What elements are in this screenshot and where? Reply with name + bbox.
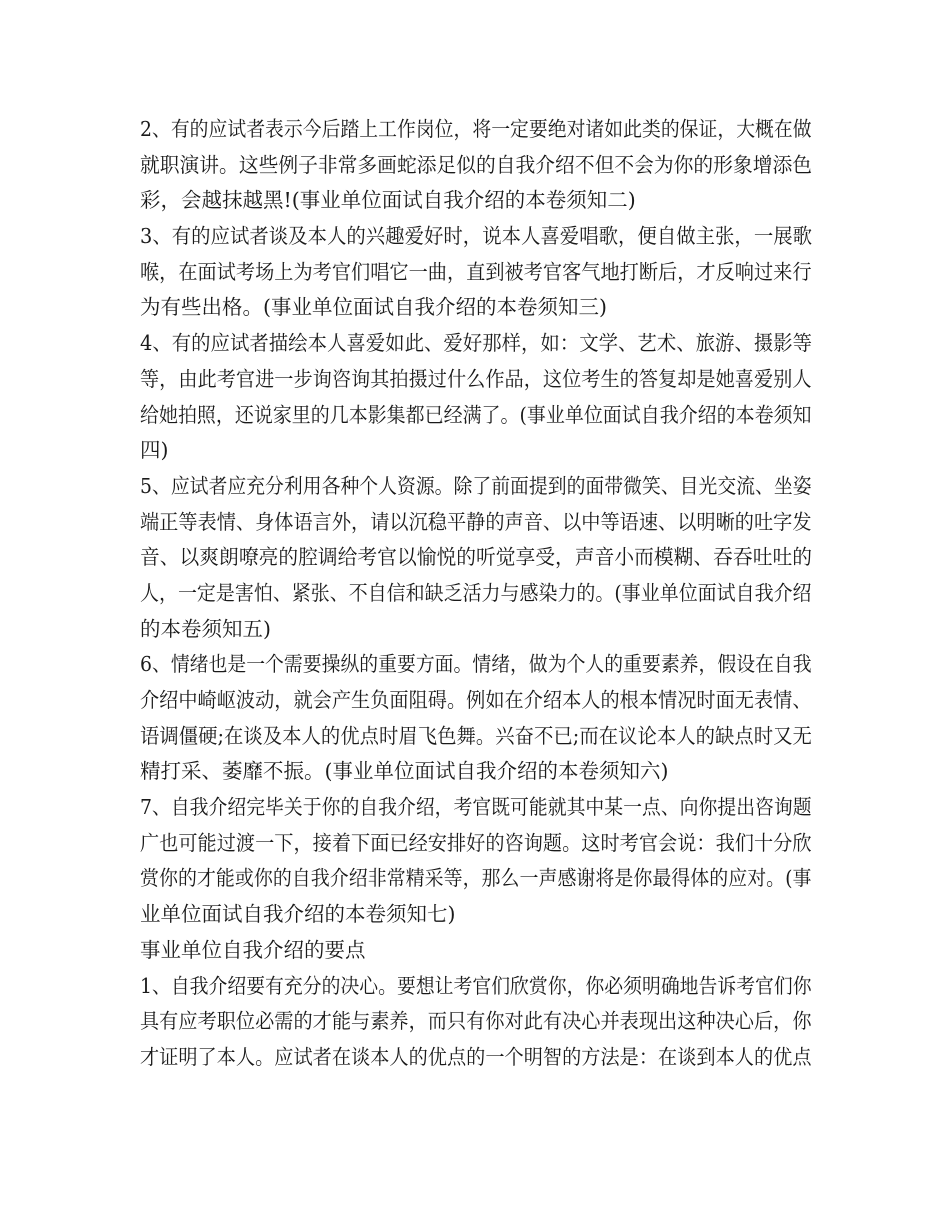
- text-line: 语调僵硬;在谈及本人的优点时眉飞色舞。兴奋不已;而在议论本人的缺点时又无: [140, 723, 812, 748]
- text-line: 赏你的才能或你的自我介绍非常精采等，那么一声感谢将是你最得体的应对。(事: [140, 866, 812, 891]
- text-line: 才证明了本人。应试者在谈本人的优点的一个明智的方法是：在谈到本人的优点: [140, 1044, 812, 1069]
- text-line: 给她拍照，还说家里的几本影集都已经满了。(事业单位面试自我介绍的本卷须知: [140, 402, 812, 427]
- text-line: 精打采、萎靡不振。(事业单位面试自我介绍的本卷须知六): [140, 759, 669, 784]
- text-line: 音、以爽朗嘹亮的腔调给考官以愉悦的听觉享受，声音小而模糊、吞吞吐吐的: [140, 545, 812, 570]
- text-line: 4、有的应试者描绘本人喜爱如此、爱好那样，如：文学、艺术、旅游、摄影等: [140, 331, 813, 356]
- text-line: 四): [140, 438, 169, 463]
- section-heading: 事业单位自我介绍的要点: [140, 937, 366, 962]
- text-line: 具有应考职位必需的才能与素养，而只有你对此有决心并表现出这种决心后，你: [140, 1009, 812, 1034]
- text-line: 7、自我介绍完毕关于你的自我介绍，考官既可能就其中某一点、向你提出咨询题: [140, 795, 812, 820]
- text-line: 为有些出格。(事业单位面试自我介绍的本卷须知三): [140, 295, 607, 320]
- text-line: 端正等表情、身体语言外，请以沉稳平静的声音、以中等语速、以明晰的吐字发: [140, 509, 812, 534]
- text-line: 业单位面试自我介绍的本卷须知七): [140, 902, 456, 927]
- text-line: 广也可能过渡一下，接着下面已经安排好的咨询题。这时考官会说：我们十分欣: [140, 830, 812, 855]
- text-line: 的本卷须知五): [140, 616, 271, 641]
- document-body: [140, 112, 812, 1076]
- text-line: 6、情绪也是一个需要操纵的重要方面。情绪，做为个人的重要素养，假设在自我: [140, 652, 812, 677]
- text-line: 喉，在面试考场上为考官们唱它一曲，直到被考官客气地打断后，才反响过来行: [140, 259, 812, 284]
- text-line: 1、自我介绍要有充分的决心。要想让考官们欣赏你，你必须明确地告诉考官们你: [140, 973, 812, 998]
- text-line: 5、应试者应充分利用各种个人资源。除了前面提到的面带微笑、目光交流、坐姿: [140, 473, 812, 498]
- text-line: 2、有的应试者表示今后踏上工作岗位，将一定要绝对诸如此类的保证，大概在做: [140, 117, 812, 141]
- text-line: 等，由此考官进一步询咨询其拍摄过什么作品，这位考生的答复却是她喜爱别人: [140, 366, 812, 391]
- text-line: 介绍中崎岖波动，就会产生负面阻碍。例如在介绍本人的根本情况时面无表情、: [140, 688, 812, 712]
- text-line: 人，一定是害怕、紧张、不自信和缺乏活力与感染力的。(事业单位面试自我介绍: [140, 580, 812, 605]
- text-line: 3、有的应试者谈及本人的兴趣爱好时，说本人喜爱唱歌，便自做主张，一展歌: [140, 224, 813, 249]
- text-line: 就职演讲。这些例子非常多画蛇添足似的自我介绍不但不会为你的形象增添色: [140, 152, 812, 177]
- text-line: 彩，会越抹越黑!(事业单位面试自我介绍的本卷须知二): [140, 188, 636, 213]
